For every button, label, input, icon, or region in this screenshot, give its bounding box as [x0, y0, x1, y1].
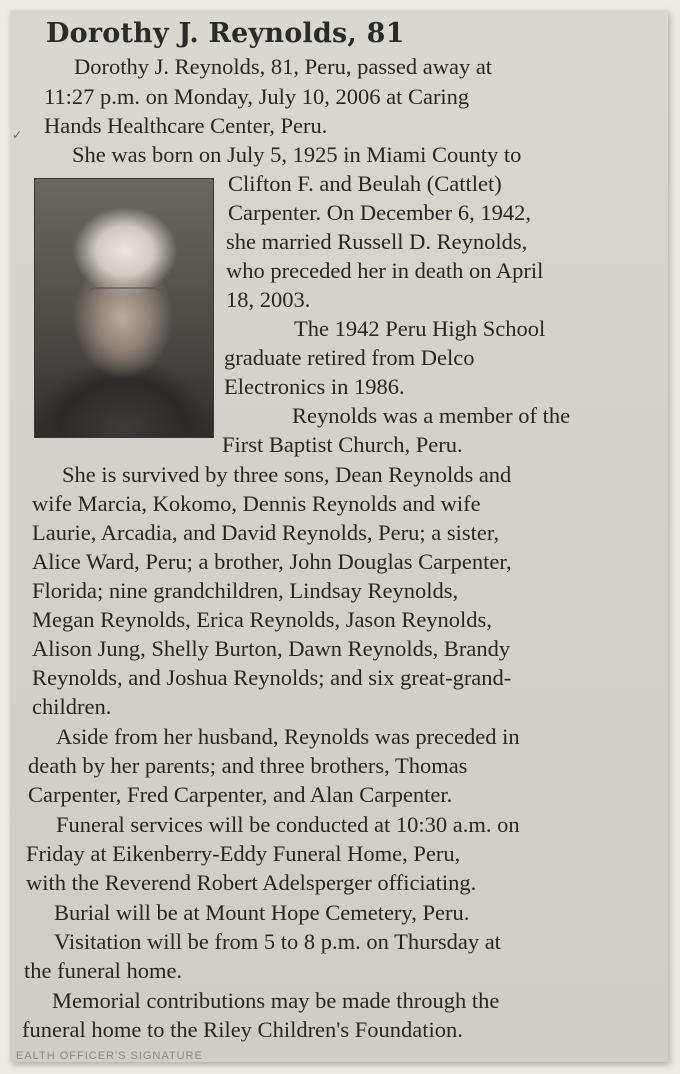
- text-line: Funeral services will be conducted at 10:30 a.m. on: [56, 812, 520, 837]
- text-line: Burial will be at Mount Hope Cemetery, Peru.: [54, 900, 470, 925]
- glasses-detail: [87, 287, 163, 309]
- text-line: wife Marcia, Kokomo, Dennis Reynolds and wife: [32, 491, 481, 516]
- text-line: death by her parents; and three brothers, Thomas: [28, 753, 468, 778]
- text-line: Dorothy J. Reynolds, 81, Peru, passed away at: [74, 54, 493, 79]
- text-line: with the Reverend Robert Adelsperger officiating.: [26, 870, 477, 895]
- text-line: Reynolds was a member of the: [292, 403, 571, 428]
- adjacent-article-fragment: EALTH OFFICER'S SIGNATURE: [16, 1050, 203, 1062]
- text-line: who preceded her in death on April: [226, 258, 544, 283]
- newspaper-clipping: [10, 10, 668, 1062]
- text-line: children.: [32, 694, 112, 719]
- text-line: Alice Ward, Peru; a brother, John Douglas Carpenter,: [32, 549, 512, 574]
- text-line: the funeral home.: [24, 958, 183, 983]
- text-line: Friday at Eikenberry-Eddy Funeral Home, Peru,: [26, 841, 461, 866]
- text-line: She was born on July 5, 1925 in Miami County to: [72, 142, 522, 167]
- text-line: Carpenter. On December 6, 1942,: [228, 200, 532, 225]
- text-line: Hands Healthcare Center, Peru.: [44, 113, 328, 138]
- text-line: Laurie, Arcadia, and David Reynolds, Peru; a sister,: [32, 520, 500, 545]
- text-line: Megan Reynolds, Erica Reynolds, Jason Reynolds,: [32, 607, 492, 632]
- text-line: Visitation will be from 5 to 8 p.m. on Thursday at: [54, 929, 501, 954]
- text-line: Aside from her husband, Reynolds was preceded in: [56, 724, 520, 749]
- text-line: She is survived by three sons, Dean Reynolds and: [62, 462, 512, 487]
- text-line: 18, 2003.: [226, 287, 311, 312]
- text-line: Clifton F. and Beulah (Cattlet): [228, 171, 502, 196]
- text-line: Florida; nine grandchildren, Lindsay Reynolds,: [32, 578, 459, 603]
- text-line: Electronics in 1986.: [224, 374, 405, 399]
- check-mark-icon: ✓: [12, 128, 23, 142]
- text-line: graduate retired from Delco: [224, 345, 475, 370]
- portrait-photo: [34, 178, 214, 438]
- text-line: Reynolds, and Joshua Reynolds; and six great-grand-: [32, 665, 512, 690]
- text-line: Alison Jung, Shelly Burton, Dawn Reynolds, Brandy: [32, 636, 511, 661]
- text-line: First Baptist Church, Peru.: [222, 432, 463, 457]
- text-line: 11:27 p.m. on Monday, July 10, 2006 at Caring: [44, 84, 470, 109]
- text-line: Memorial contributions may be made through the: [52, 988, 500, 1013]
- obituary-headline: Dorothy J. Reynolds, 81: [46, 18, 405, 49]
- text-line: Carpenter, Fred Carpenter, and Alan Carpenter.: [28, 782, 453, 807]
- text-line: she married Russell D. Reynolds,: [226, 229, 528, 254]
- text-line: The 1942 Peru High School: [294, 316, 546, 341]
- text-line: funeral home to the Riley Children's Foundation.: [22, 1017, 463, 1042]
